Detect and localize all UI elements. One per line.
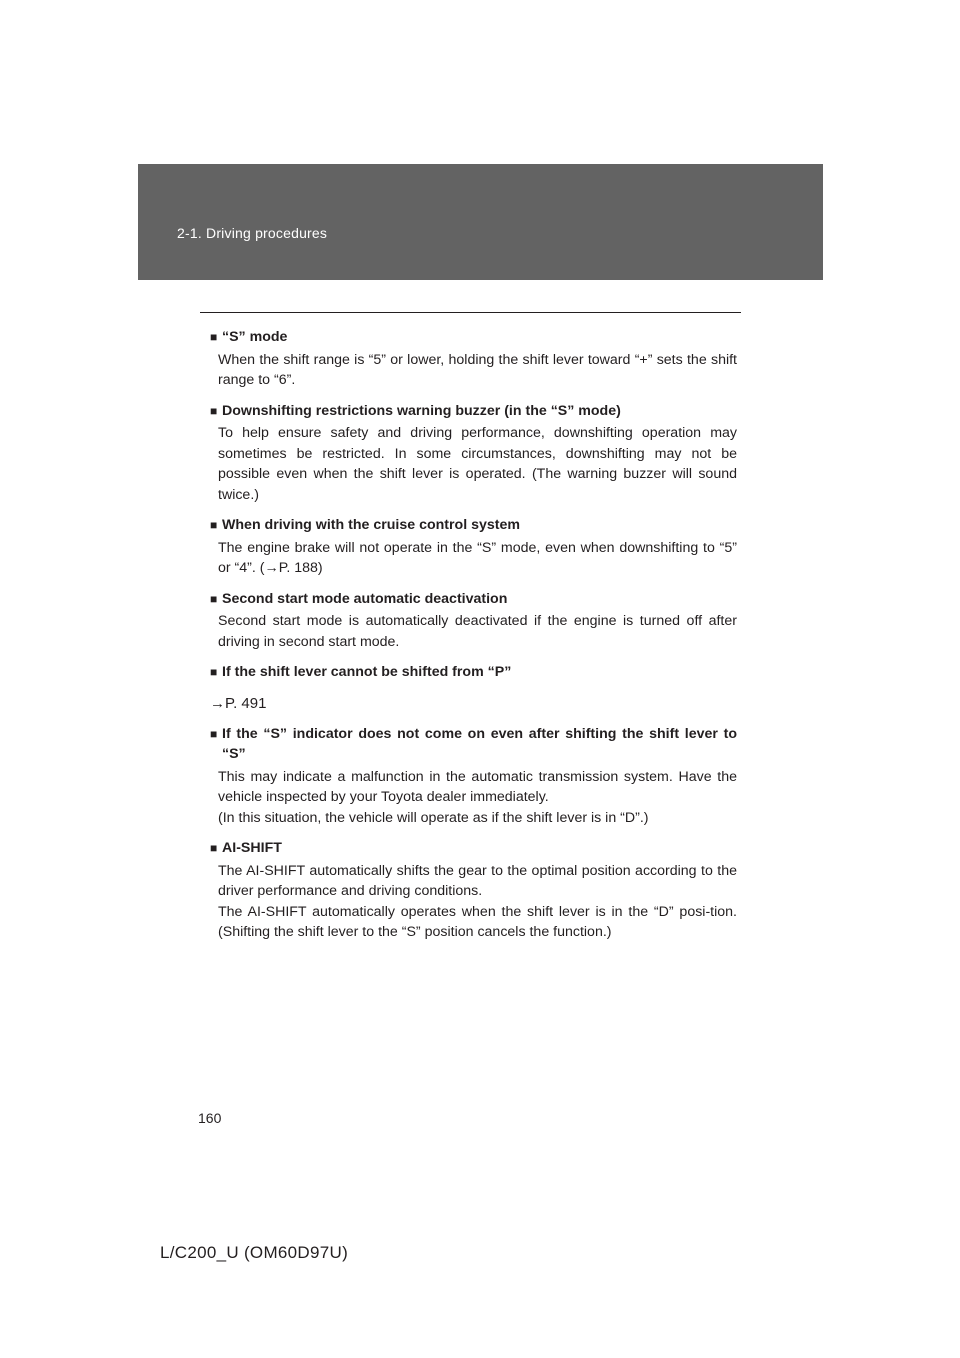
note-item [210,589,737,653]
note-heading [210,401,737,422]
note-heading [210,662,737,683]
note-heading [210,327,737,348]
note-heading-text: AI-SHIFT [222,840,282,856]
note-heading-text: Downshifting restrictions warning buzzer (in the “S” mode) [222,402,621,419]
note-paragraph: The AI-SHIFT automatically operates when the shift lever is in the “D” posi-tion. (Shifting the shift lever to the “S” position cancels the function.) [218,903,737,940]
note-heading [210,838,737,859]
note-item [210,724,737,829]
note-body [218,538,737,579]
square-bullet-icon: ■ [210,726,218,741]
note-paragraph: When the shift range is “5” or lower, holding the shift lever toward “+” sets the shift range to “6”. [218,351,737,388]
note-body [218,767,737,829]
notes-list [210,327,737,683]
notes-list-continued [210,724,737,943]
note-heading-text: When driving with the cruise control system [222,517,520,533]
note-item [210,515,737,579]
note-body [218,861,737,943]
note-paragraph: The engine brake will not operate in the “S” mode, even when downshifting to “5” or “4”. (→P. 188) [218,539,737,576]
note-heading [210,515,737,536]
note-paragraph: Second start mode is automatically deactivated if the engine is turned off after driving in second start mode. [218,613,737,650]
note-heading-text: “S” mode [222,329,288,345]
note-item [210,838,737,943]
square-bullet-icon: ■ [210,403,218,418]
divider-rule [200,312,741,313]
square-bullet-icon: ■ [210,591,218,606]
note-body [218,350,737,391]
page-number: 160 [198,1110,222,1126]
note-body [218,611,737,652]
note-heading-text: If the shift lever cannot be shifted from “P” [222,664,512,680]
note-paragraph: (In this situation, the vehicle will operate as if the shift lever is in “D”.) [218,809,649,826]
note-item [210,401,737,506]
note-paragraph: This may indicate a malfunction in the automatic transmission system. Have the vehicle inspected by your Toyota dealer immediately. [218,768,737,805]
note-heading [210,724,737,765]
header-band [138,164,823,280]
square-bullet-icon: ■ [210,330,218,344]
note-item [210,327,737,391]
square-bullet-icon: ■ [210,518,218,532]
document-code: L/C200_U (OM60D97U) [160,1243,349,1262]
note-body [218,423,737,505]
note-paragraph: To help ensure safety and driving performance, downshifting operation may sometimes be restricted. In some circumstances, downshifting may not be possible even when the shift lever is operated. (The warning buzzer will sound twice.) [218,425,737,503]
note-heading [210,589,737,610]
note-paragraph: The AI-SHIFT automatically shifts the gear to the optimal position according to the driver performance and driving conditions. [218,862,737,899]
note-item [210,662,737,683]
note-heading-text: If the “S” indicator does not come on even after shifting the shift lever to “S” [222,725,737,762]
square-bullet-icon: ■ [210,665,218,679]
note-heading-text: Second start mode automatic deactivation [222,590,508,607]
square-bullet-icon: ■ [210,841,218,855]
section-title: 2-1. Driving procedures [177,225,328,241]
page-reference: →P. 491 [210,694,267,712]
content [210,327,737,953]
